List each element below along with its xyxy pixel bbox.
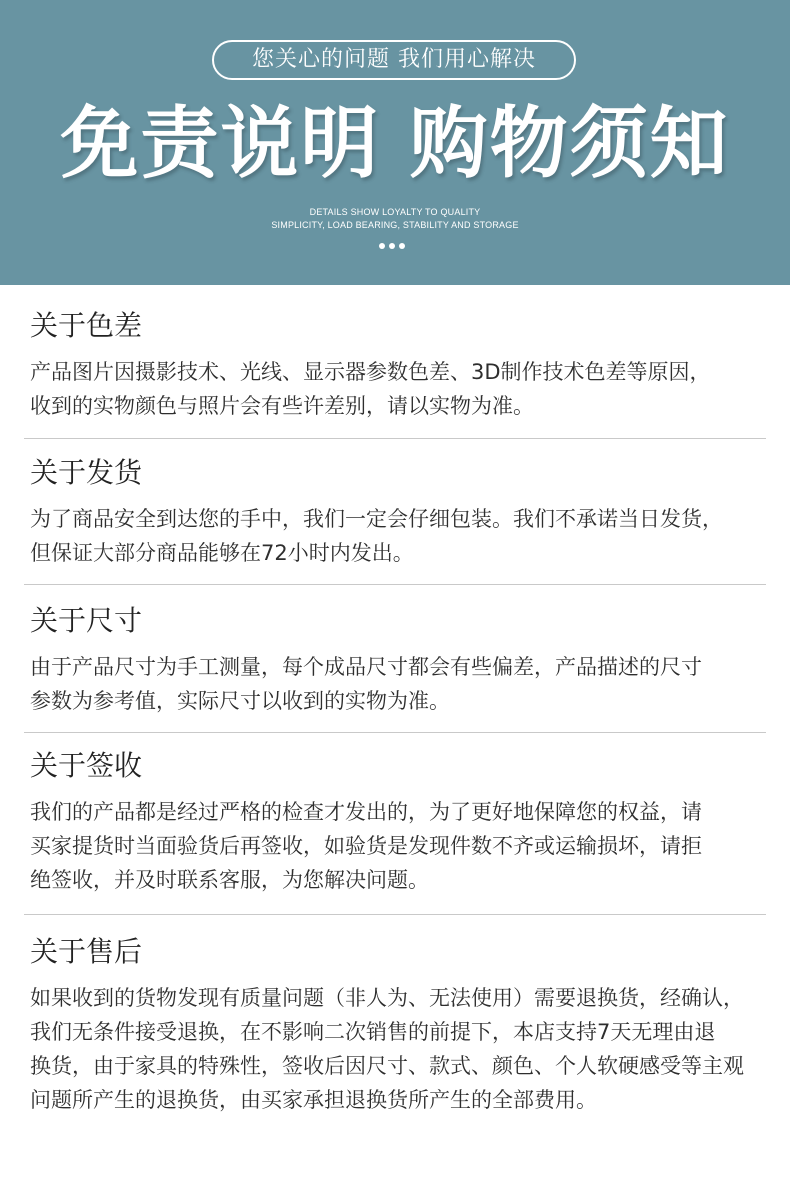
section-body	[30, 795, 770, 897]
body-line: 绝签收，并及时联系客服，为您解决问题。	[30, 868, 429, 892]
body-line: 收到的实物颜色与照片会有些许差别，请以实物为准。	[30, 394, 534, 418]
body-line: 但保证大部分商品能够在72小时内发出。	[30, 541, 414, 565]
english-subtitle-line-2: SIMPLICITY, LOAD BEARING, STABILITY AND STORAGE	[271, 220, 519, 230]
section-dimensions	[30, 604, 770, 718]
body-line: 为了商品安全到达您的手中，我们一定会仔细包装。我们不承诺当日发货，	[30, 507, 723, 531]
body-line: 换货，由于家具的特殊性，签收后因尺寸、款式、颜色、个人软硬感受等主观	[30, 1054, 744, 1078]
body-line: 参数为参考值，实际尺寸以收到的实物为准。	[30, 689, 450, 713]
decorative-dots	[379, 243, 411, 249]
body-line: 我们的产品都是经过严格的检查才发出的，为了更好地保障您的权益，请	[30, 800, 702, 824]
section-heading: 关于尺寸	[30, 604, 143, 637]
section-after-sales	[30, 935, 770, 1117]
section-heading: 关于签收	[30, 749, 143, 782]
body-line: 如果收到的货物发现有质量问题（非人为、无法使用）需要退换货，经确认，	[30, 986, 744, 1010]
section-divider	[24, 914, 766, 915]
body-line: 由于产品尺寸为手工测量，每个成品尺寸都会有些偏差，产品描述的尺寸	[30, 655, 702, 679]
dot-icon	[389, 243, 395, 249]
section-divider	[24, 438, 766, 439]
section-shipping	[30, 456, 770, 570]
section-body	[30, 502, 770, 570]
header-banner	[0, 0, 790, 285]
section-body	[30, 355, 770, 423]
section-divider	[24, 732, 766, 733]
body-line: 我们无条件接受退换，在不影响二次销售的前提下，本店支持7天无理由退	[30, 1020, 716, 1044]
section-signing	[30, 749, 770, 897]
section-divider	[24, 584, 766, 585]
section-color-difference	[30, 309, 770, 423]
section-heading: 关于色差	[30, 309, 143, 342]
tagline-pill: 您关心的问题 我们用心解决	[212, 40, 576, 80]
section-body	[30, 650, 770, 718]
page-title: 免责说明 购物须知	[60, 99, 730, 189]
body-line: 买家提货时当面验货后再签收，如验货是发现件数不齐或运输损坏，请拒	[30, 834, 702, 858]
section-body	[30, 981, 770, 1117]
dot-icon	[379, 243, 385, 249]
dot-icon	[399, 243, 405, 249]
body-line: 问题所产生的退换货，由买家承担退换货所产生的全部费用。	[30, 1088, 597, 1112]
section-heading: 关于售后	[30, 935, 143, 968]
body-line: 产品图片因摄影技术、光线、显示器参数色差、3D制作技术色差等原因，	[30, 360, 711, 384]
english-subtitle-line-1: DETAILS SHOW LOYALTY TO QUALITY	[309, 207, 481, 217]
section-heading: 关于发货	[30, 456, 143, 489]
